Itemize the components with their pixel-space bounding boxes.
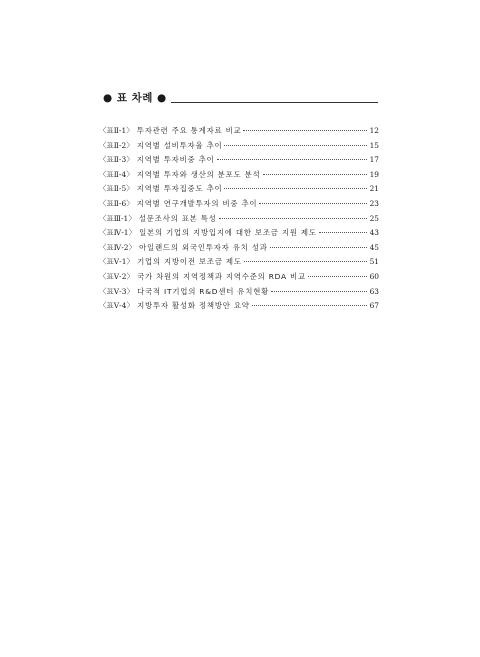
toc-entry[interactable] xyxy=(99,241,379,256)
toc-entry[interactable] xyxy=(99,270,379,285)
toc-entry-page: 60 xyxy=(369,271,379,281)
toc-entry-label: 〈표Ⅳ-1〉 xyxy=(99,228,137,238)
toc-entry-page: 21 xyxy=(369,184,379,194)
toc-entry-page: 45 xyxy=(369,242,379,252)
toc-entry-page: 15 xyxy=(369,140,379,150)
dot-leader xyxy=(224,145,367,146)
dot-leader xyxy=(259,203,367,204)
toc-entry[interactable] xyxy=(99,139,379,154)
toc-entry-label: 〈표Ⅴ-3〉 xyxy=(99,286,135,296)
toc-entry-page: 17 xyxy=(369,155,379,165)
toc-entry[interactable] xyxy=(99,182,379,197)
toc-entry-title: 지역별 투자집중도 추이 xyxy=(136,184,223,194)
toc-entry-page: 51 xyxy=(369,257,379,267)
toc-entry-label: 〈표Ⅱ-3〉 xyxy=(99,155,134,165)
toc-entry-page: 43 xyxy=(369,228,379,238)
toc-entry-title: 투자관련 주요 통계자료 비교 xyxy=(136,126,242,135)
toc-entry-label: 〈표Ⅱ-6〉 xyxy=(99,198,134,208)
toc-entry[interactable] xyxy=(99,285,379,300)
toc-entry-title: 지역별 설비투자율 추이 xyxy=(136,140,223,150)
toc-entry-page: 25 xyxy=(369,213,379,223)
toc-entry-title: 다국적 IT기업의 R&D센터 유치현황 xyxy=(137,286,270,296)
toc-entry-label: 〈표Ⅱ-2〉 xyxy=(99,140,134,150)
dot-leader xyxy=(271,291,367,292)
dot-leader xyxy=(252,305,367,306)
dot-leader xyxy=(244,261,367,262)
toc-entry-title: 아일랜드의 외국인투자자 유치 성과 xyxy=(139,242,268,252)
toc-entry-page: 19 xyxy=(369,169,379,179)
heading-rule xyxy=(171,102,378,103)
table-of-tables xyxy=(99,124,379,314)
toc-entry[interactable] xyxy=(99,197,379,212)
toc-entry-title: 지방투자 활성화 정책방안 요약 xyxy=(137,301,250,311)
dot-leader xyxy=(243,130,367,131)
toc-entry-title: 지역별 연구개발투자의 비중 추이 xyxy=(136,198,258,208)
toc-entry-title: 일본의 기업의 지방입지에 대한 보조금 지원 제도 xyxy=(139,228,317,238)
toc-entry-label: 〈표Ⅴ-4〉 xyxy=(99,301,135,311)
toc-entry-page: 63 xyxy=(369,286,379,296)
toc-entry-label: 〈표Ⅴ-1〉 xyxy=(99,257,135,267)
toc-entry-label: 〈표Ⅱ-5〉 xyxy=(99,184,134,194)
toc-entry-title: 국가 차원의 지역정책과 지역수준의 RDA 비교 xyxy=(137,271,306,281)
dot-leader xyxy=(217,159,367,160)
toc-entry-title: 설문조사의 표본 특성 xyxy=(138,213,217,223)
table-list-heading xyxy=(103,90,378,104)
dot-leader xyxy=(319,232,367,233)
dot-leader xyxy=(219,218,367,219)
toc-entry[interactable] xyxy=(99,212,379,227)
toc-entry-title: 지역별 투자와 생산의 분포도 분석 xyxy=(136,169,261,179)
toc-entry-label: 〈표Ⅴ-2〉 xyxy=(99,271,135,281)
toc-entry[interactable] xyxy=(99,168,379,183)
toc-entry[interactable] xyxy=(99,124,379,139)
toc-entry[interactable] xyxy=(99,153,379,168)
dot-leader xyxy=(308,276,367,277)
toc-entry-title: 기업의 지방이전 보조금 제도 xyxy=(137,257,242,267)
toc-entry[interactable] xyxy=(99,299,379,314)
toc-entry[interactable] xyxy=(99,255,379,270)
dot-leader xyxy=(263,174,368,175)
dot-leader xyxy=(224,188,367,189)
toc-entry[interactable] xyxy=(99,226,379,241)
toc-entry-label: 〈표Ⅳ-2〉 xyxy=(99,242,137,252)
toc-entry-label: 〈표Ⅲ-1〉 xyxy=(99,213,136,223)
toc-entry-title: 지역별 투자비중 추이 xyxy=(136,155,215,165)
toc-entry-page: 12 xyxy=(369,126,379,135)
toc-entry-label: 〈표Ⅱ-1〉 xyxy=(99,126,134,135)
toc-entry-page: 67 xyxy=(369,301,379,311)
toc-entry-label: 〈표Ⅱ-4〉 xyxy=(99,169,134,179)
heading-title: ● 표 차례 ● xyxy=(103,92,167,104)
dot-leader xyxy=(270,247,367,248)
toc-entry-page: 23 xyxy=(369,198,379,208)
